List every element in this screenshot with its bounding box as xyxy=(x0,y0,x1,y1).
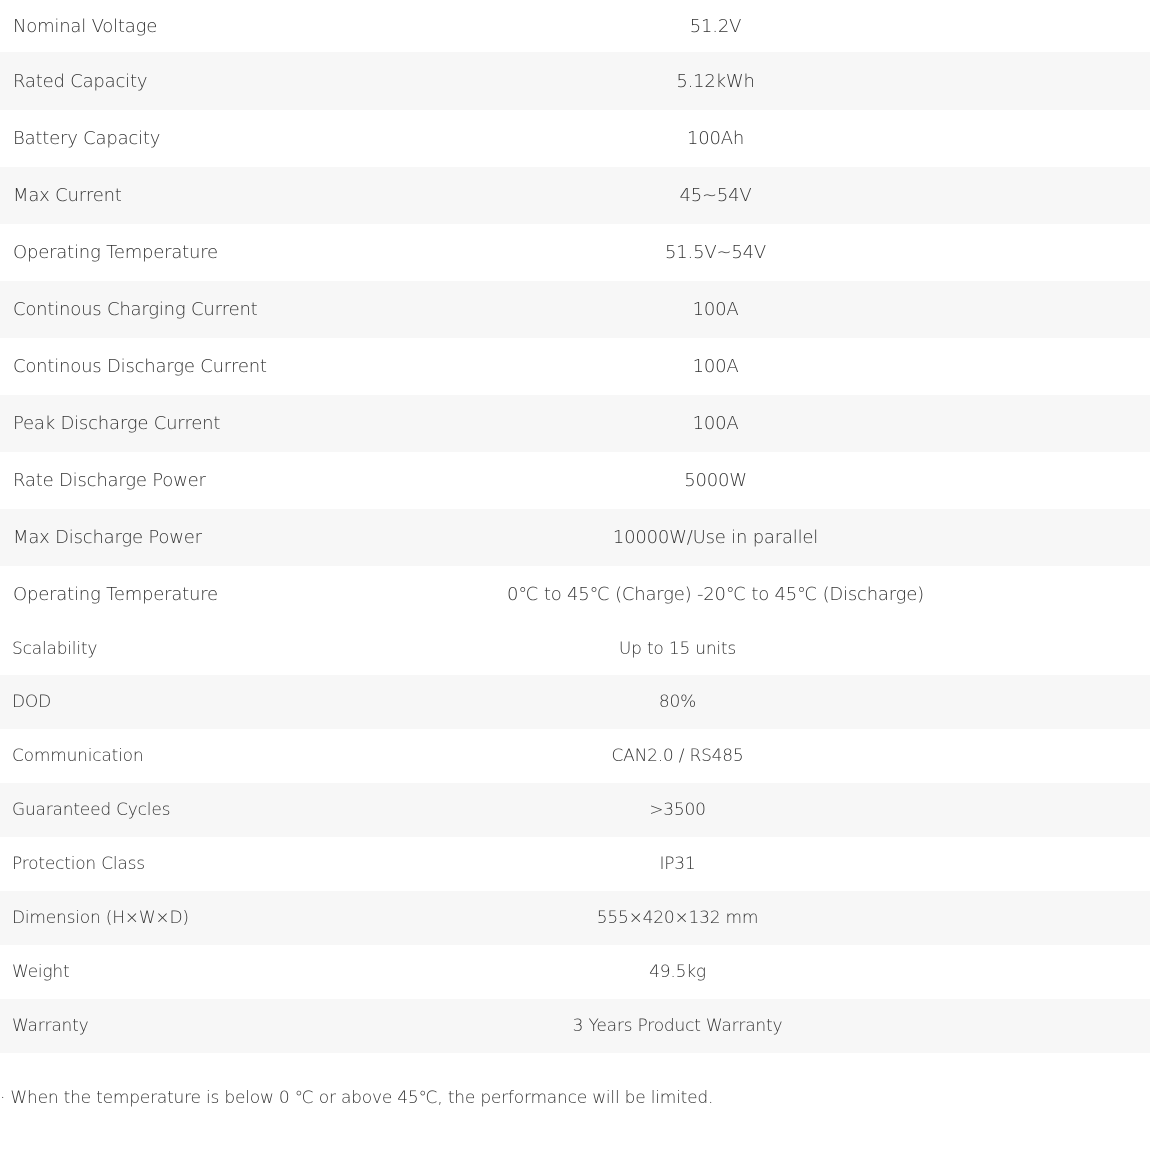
spec-value: 5000W xyxy=(684,470,747,491)
table-row xyxy=(0,167,1150,224)
spec-label: Peak Discharge Current xyxy=(0,395,281,452)
spec-value: CAN2.0 / RS485 xyxy=(611,746,744,766)
spec-label: Guaranteed Cycles xyxy=(0,783,281,837)
spec-value: 555×420×132 mm xyxy=(281,891,1150,945)
spec-value: 80% xyxy=(281,675,1150,729)
table-row xyxy=(0,837,1150,891)
spec-label: Protection Class xyxy=(12,854,145,874)
spec-label: DOD xyxy=(0,675,281,729)
table-row xyxy=(0,52,1150,110)
spec-label: Continous Discharge Current xyxy=(13,356,267,377)
spec-value: 51.5V~54V xyxy=(665,242,766,263)
spec-label: Communication xyxy=(12,746,144,766)
spec-label: Dimension (H×W×D) xyxy=(0,891,281,945)
spec-value: 5.12kWh xyxy=(281,52,1150,110)
footnote: · When the temperature is below 0 ℃ or above 45℃, the performance will be limited. xyxy=(0,1088,714,1108)
spec-label: Battery Capacity xyxy=(13,128,161,149)
spec-label: Rate Discharge Power xyxy=(13,470,206,491)
spec-value: 51.2V xyxy=(689,15,742,37)
table-row xyxy=(0,395,1150,452)
table-row xyxy=(0,999,1150,1053)
table-row xyxy=(0,891,1150,945)
spec-value: >3500 xyxy=(281,783,1150,837)
spec-value: 3 Years Product Warranty xyxy=(281,999,1150,1053)
spec-label: Operating Temperature xyxy=(13,242,218,263)
table-row xyxy=(0,281,1150,338)
table-row xyxy=(0,338,1150,395)
spec-label: Weight xyxy=(12,962,70,982)
spec-value: 100Ah xyxy=(686,128,745,149)
table-row xyxy=(0,623,1150,675)
spec-value: 100A xyxy=(281,395,1150,452)
spec-label: Scalability xyxy=(12,639,98,659)
table-row xyxy=(0,729,1150,783)
table-row xyxy=(0,566,1150,623)
table-row xyxy=(0,509,1150,566)
spec-label: Warranty xyxy=(0,999,281,1053)
table-row xyxy=(0,945,1150,999)
table-row xyxy=(0,110,1150,167)
spec-label: Continous Charging Current xyxy=(0,281,281,338)
spec-label: Max Current xyxy=(0,167,281,224)
spec-label: Max Discharge Power xyxy=(0,509,281,566)
spec-label: Rated Capacity xyxy=(0,52,281,110)
spec-value: 10000W/Use in parallel xyxy=(281,509,1150,566)
spec-value: 49.5kg xyxy=(649,962,706,982)
spec-value: Up to 15 units xyxy=(618,639,737,659)
spec-value: IP31 xyxy=(659,854,696,874)
spec-value: 100A xyxy=(692,356,739,377)
table-row xyxy=(0,0,1150,52)
table-row xyxy=(0,783,1150,837)
spec-label: Nominal Voltage xyxy=(13,15,158,37)
spec-value: 0℃ to 45℃ (Charge) -20℃ to 45℃ (Discharge) xyxy=(507,584,924,605)
table-row xyxy=(0,675,1150,729)
table-row xyxy=(0,224,1150,281)
spec-label: Operating Temperature xyxy=(13,584,218,605)
spec-value: 45~54V xyxy=(281,167,1150,224)
spec-value: 100A xyxy=(281,281,1150,338)
table-row xyxy=(0,452,1150,509)
